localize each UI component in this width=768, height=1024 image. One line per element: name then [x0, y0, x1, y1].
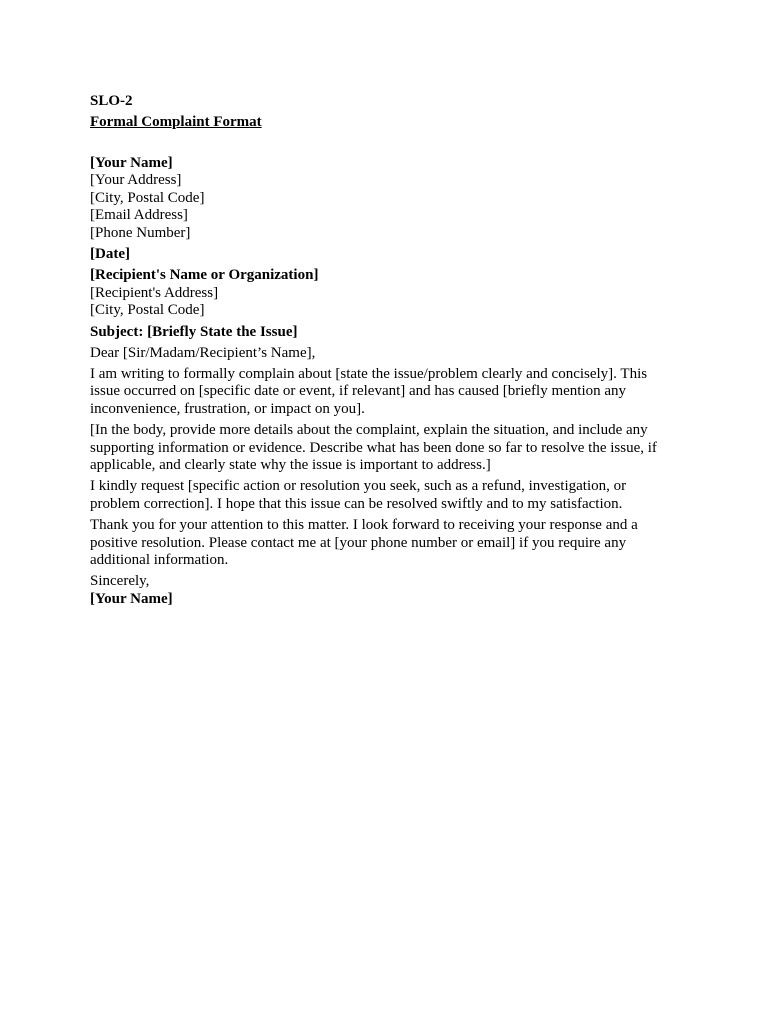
recipient-block: [90, 267, 680, 320]
letter-signature: [Your Name]: [90, 590, 173, 607]
sender-address: [Your Address]: [90, 172, 182, 189]
sender-phone: [Phone Number]: [90, 225, 191, 242]
recipient-name: [Recipient's Name or Organization]: [90, 267, 319, 284]
body-paragraph: I am writing to formally complain about [state the issue/problem clearly and concisely]. This issue occurred on [specific date or event, if relevant] and has caused [briefly mention any inconvenience, frustration, or impact on you].: [90, 365, 648, 417]
document-page: [90, 93, 680, 608]
body-paragraph: Thank you for your attention to this matter. I look forward to receiving your response and a positive resolution. Please contact me at [your phone number or email] if you require any additional information.: [90, 516, 638, 569]
sender-block: [90, 155, 680, 243]
body-paragraph: [In the body, provide more details about the complaint, explain the situation, and include any supporting information or evidence. Describe what has been done so far to resolve the issue, if applicable, and clearly state why the issue is important to address.]: [90, 422, 657, 474]
sender-email: [Email Address]: [90, 207, 188, 224]
document-code: SLO-2: [90, 93, 133, 109]
letter-body: [90, 366, 680, 570]
letter-subject: Subject: [Briefly State the Issue]: [90, 323, 298, 340]
recipient-address: [Recipient's Address]: [90, 284, 219, 301]
document-title: Formal Complaint Format: [90, 114, 262, 131]
sender-city: [City, Postal Code]: [90, 189, 205, 206]
sender-name: [Your Name]: [90, 154, 173, 171]
letter-closing: Sincerely,: [90, 573, 150, 590]
letter-salutation: Dear [Sir/Madam/Recipient’s Name],: [90, 344, 316, 361]
recipient-city: [City, Postal Code]: [90, 302, 205, 319]
letter-date: [Date]: [90, 246, 130, 263]
body-paragraph: I kindly request [specific action or resolution you seek, such as a refund, investigation, or problem correction]. I hope that this issue can be resolved swiftly and to my satisfaction.: [90, 478, 627, 512]
